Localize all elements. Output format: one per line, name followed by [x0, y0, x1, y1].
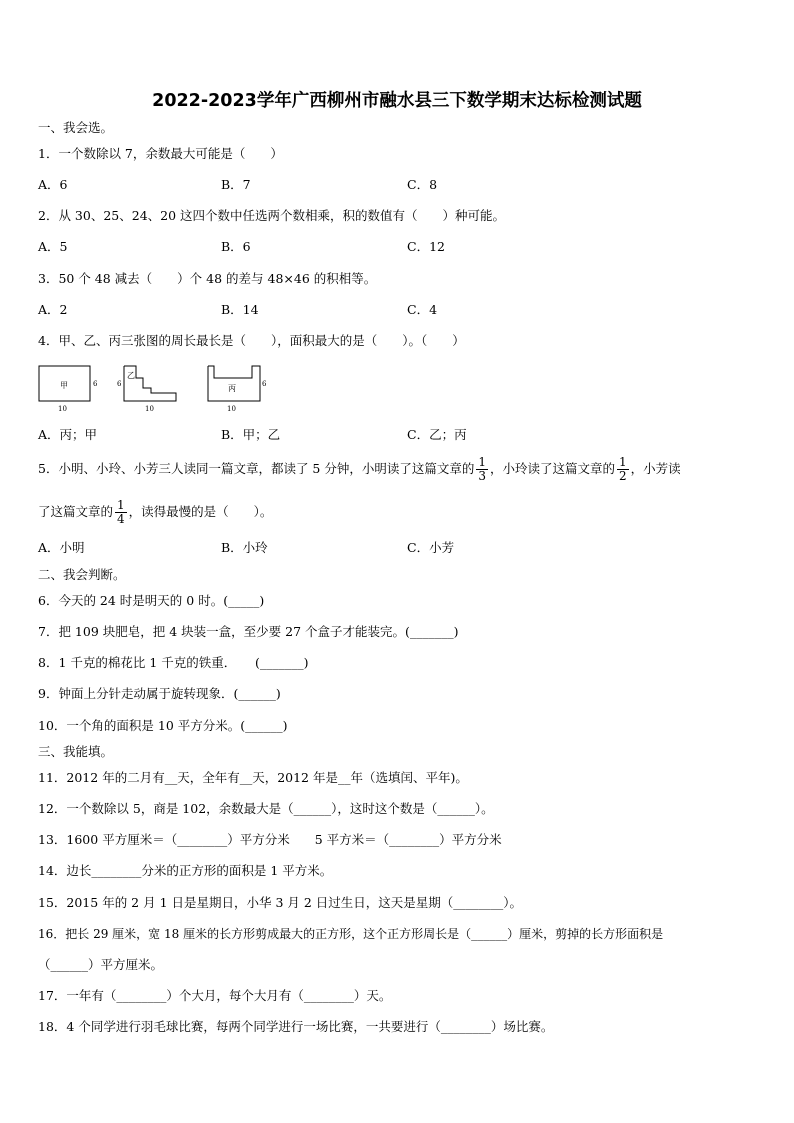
question-12: 12．一个数除以 5，商是 102，余数最大是（______），这时这个数是（______）。 [38, 801, 494, 816]
q5-fraction-2 [617, 456, 629, 483]
page-title: 2022-2023学年广西柳州市融水县三下数学期末达标检测试题 [152, 91, 642, 111]
question-6: 6．今天的 24 时是明天的 0 时。(_____) [38, 593, 265, 608]
q2-option-b: B．6 [221, 239, 251, 254]
q2-option-c: C．12 [407, 239, 445, 254]
q4-option-c: C．乙；丙 [407, 427, 467, 442]
figure-jia-width: 10 [58, 405, 67, 413]
figure-bing-height: 6 [262, 380, 267, 388]
q2-option-a: A．5 [38, 239, 68, 254]
q5-fraction-3 [115, 499, 127, 526]
figure-yi-width: 10 [145, 405, 154, 413]
question-11: 11．2012 年的二月有__天，全年有__天，2012 年是__年（选填闰、平年)。 [38, 770, 468, 785]
q4-figures [34, 362, 284, 414]
q1-option-a: A．6 [38, 177, 68, 192]
q5-option-b: B．小玲 [221, 540, 268, 555]
question-8: 8．1 千克的棉花比 1 千克的铁重． (_______) [38, 655, 309, 670]
figure-jia-height: 6 [93, 380, 98, 388]
question-4: 4．甲、乙、丙三张图的周长最长是（ ），面积最大的是（ ）。（ ） [38, 333, 465, 348]
q5-fraction-2-denominator: 2 [619, 469, 627, 483]
q5-option-a: A．小明 [38, 540, 85, 555]
q5-text-4: 了这篇文章的 [38, 504, 114, 519]
section-heading-2: 二、我会判断。 [38, 567, 126, 582]
figure-yi-label: 乙 [127, 371, 135, 380]
figure-jia [39, 366, 98, 413]
question-14: 14．边长________分米的正方形的面积是 1 平方米。 [38, 863, 333, 878]
figure-yi [117, 366, 176, 413]
question-17: 17．一年有（________）个大月，每个大月有（________）天。 [38, 988, 392, 1003]
q3-option-c: C．4 [407, 302, 438, 317]
question-13: 13．1600 平方厘米＝（________）平方分米 5 平方米＝（________）平方分米 [38, 832, 502, 847]
q4-option-b: B．甲；乙 [221, 427, 281, 442]
q5-option-c: C．小芳 [407, 540, 455, 555]
question-1: 1．一个数除以 7，余数最大可能是（ ） [38, 146, 283, 161]
section-heading-1: 一、我会选。 [38, 120, 114, 135]
question-15: 15．2015 年的 2 月 1 日是星期日，小华 3 月 2 日过生日，这天是星期（________）。 [38, 895, 523, 910]
q5-text-5: ，读得最慢的是（ ）。 [128, 504, 273, 519]
q5-fraction-2-numerator: 1 [619, 455, 627, 469]
question-3: 3．50 个 48 减去（ ）个 48 的差与 48×46 的积相等。 [38, 271, 377, 286]
question-2: 2．从 30、25、24、20 这四个数中任选两个数相乘，积的数值有（ ）种可能。 [38, 208, 506, 223]
figure-yi-height: 6 [117, 380, 122, 388]
q1-option-c: C．8 [407, 177, 438, 192]
figure-jia-label: 甲 [60, 381, 68, 390]
question-5-line-2 [38, 499, 272, 526]
q3-option-b: B．14 [221, 302, 259, 317]
q3-option-a: A．2 [38, 302, 68, 317]
figure-bing [208, 366, 267, 413]
question-9: 9．钟面上分针走动属于旋转现象．(______) [38, 686, 281, 701]
question-16-line-1: 16．把长 29 厘米，宽 18 厘米的长方形剪成最大的正方形，这个正方形周长是（______）厘米，剪掉的长方形面积是 [38, 927, 664, 941]
q5-fraction-1 [476, 456, 488, 483]
figure-bing-label: 丙 [228, 384, 236, 393]
question-16-line-2: （______）平方厘米。 [38, 957, 164, 972]
section-heading-3: 三、我能填。 [38, 744, 114, 759]
q5-fraction-1-denominator: 3 [478, 469, 486, 483]
q5-fraction-3-numerator: 1 [117, 498, 125, 512]
q4-option-a: A．丙；甲 [38, 427, 98, 442]
question-5-line-1 [38, 456, 681, 483]
q5-text-2: ，小玲读了这篇文章的 [490, 461, 616, 476]
q5-fraction-1-numerator: 1 [478, 455, 486, 469]
question-18: 18．4 个同学进行羽毛球比赛，每两个同学进行一场比赛，一共要进行（________）场比赛。 [38, 1019, 554, 1034]
question-10: 10．一个角的面积是 10 平方分米。(______) [38, 718, 288, 733]
q5-text-3: ，小芳读 [630, 461, 681, 476]
figure-bing-width: 10 [227, 405, 236, 413]
q1-option-b: B．7 [221, 177, 251, 192]
q5-text-1: 5．小明、小玲、小芳三人读同一篇文章，都读了 5 分钟，小明读了这篇文章的 [38, 461, 475, 476]
question-7: 7．把 109 块肥皂，把 4 块装一盒，至少要 27 个盒子才能装完。(_______) [38, 624, 459, 639]
q5-fraction-3-denominator: 4 [117, 512, 125, 526]
